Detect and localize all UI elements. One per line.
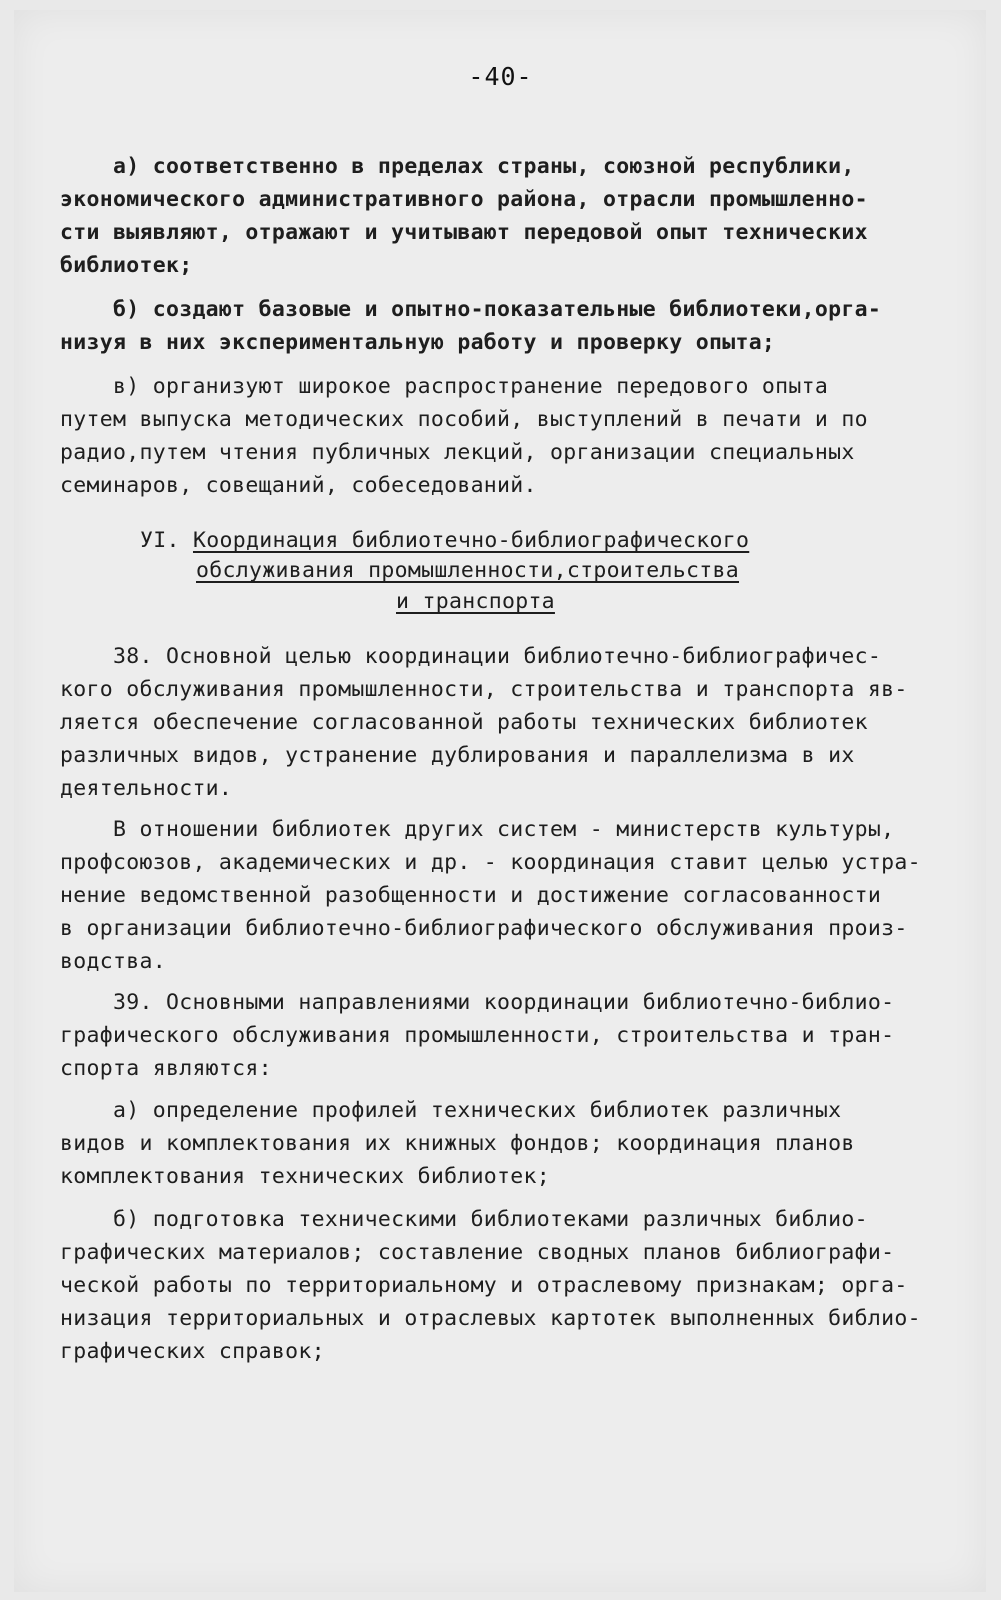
- paragraph-a-profiles: а) определение профилей технических библиотек различных видов и комплектования их книжных фондов; координация планов комплектования технических библиотек;: [60, 1098, 855, 1189]
- paragraph-b-bibliographic: б) подготовка техническими библиотеками различных библио- графических материалов; составление сводных планов библиографи- ческой работы по территориальному и отраслевому признакам; орга- низация территориальных и отраслевых картотек выполненных библио- графических справок;: [60, 1207, 921, 1364]
- paragraph-b-base-libraries: б) создают базовые и опытно-показательные библиотеки,орга- низуя в них экспериментальную работу и проверку опыта;: [60, 297, 882, 355]
- section-title-line-1: Координация библиотечно-библиографического: [192, 528, 750, 553]
- paragraph-a-experience: а) соответственно в пределах страны, союзной республики, экономического административного района, отрасли промышленно- сти выявляют, отражают и учитывают передовой опыт технических библиотек;: [60, 154, 868, 278]
- paragraph-39: 39. Основными направлениями координации библиотечно-библио- графического обслуживания промышленности, строительства и тран- спорта являются:: [60, 990, 895, 1081]
- section-title-line-3: и транспорта: [396, 589, 555, 614]
- page-number: -40-: [468, 62, 533, 91]
- section-number: УI.: [140, 528, 180, 553]
- paragraph-other-systems: В отношении библиотек других систем - министерств культуры, профсоюзов, академических и др. - координация ставит целью устра- нение ведомственной разобщенности и достижение согласованности в организации библиотечно-библиографического обслуживания произ- водства.: [60, 817, 921, 974]
- paragraph-v-dissemination: в) организуют широкое распространение передового опыта путем выпуска методических пособий, выступлений в печати и по радио,путем чтения публичных лекций, организации специальных семинаров, совещаний, собеседований.: [60, 374, 868, 498]
- paragraph-38: 38. Основной целью координации библиотечно-библиографичес- кого обслуживания промышленности, строительства и транспорта яв- ляется обеспечение согласованной работы технических библиотек различных видов, устранение дублирования и параллелизма в их деятельности.: [60, 644, 908, 801]
- section-title-line-2: обслуживания промышленности,строительства: [196, 558, 740, 583]
